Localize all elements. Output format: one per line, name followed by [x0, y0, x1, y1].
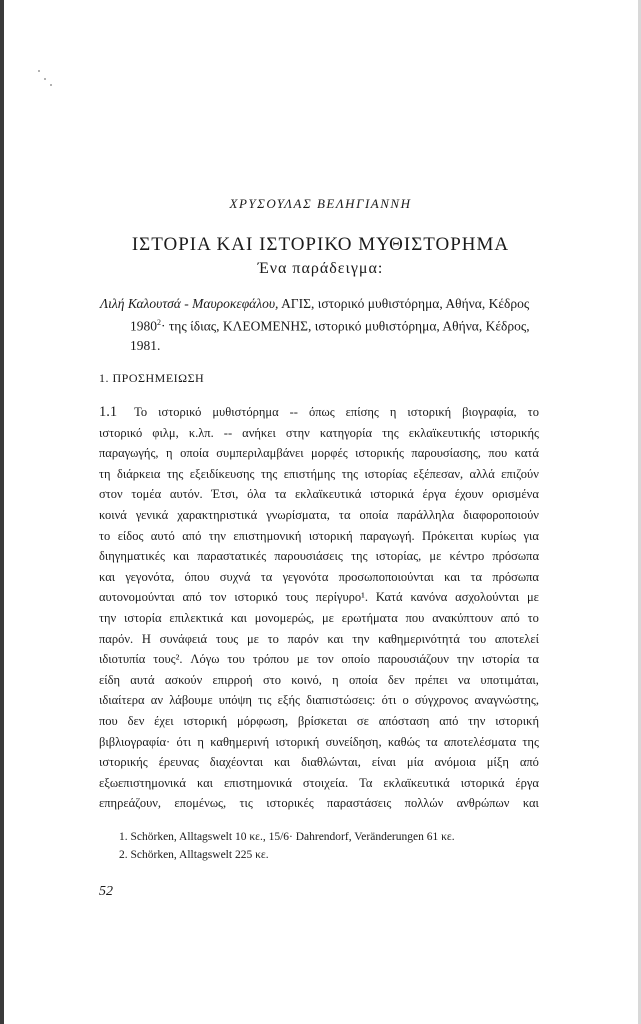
- paragraph-word: ιστορική: [407, 405, 452, 419]
- paragraph-word: που: [99, 713, 118, 728]
- paragraph-word: ιστορική: [275, 734, 320, 749]
- paragraph-word: λάβουμε: [169, 693, 213, 708]
- paragraph-line: [99, 752, 539, 773]
- paragraph-word: τους: [215, 631, 239, 646]
- paragraph-word: ανακύπτουν: [432, 610, 493, 625]
- paragraph-word: επιστήμης: [283, 466, 336, 481]
- paragraph-word: που: [488, 446, 508, 461]
- paragraph-word: τα: [426, 734, 438, 749]
- paragraph-word: Πρόκειται: [422, 528, 474, 543]
- paragraph-word: οποίο: [341, 652, 370, 667]
- paragraph-word: --: [289, 405, 298, 419]
- paragraph-word: κοινό,: [291, 672, 322, 687]
- paragraph-line: [99, 732, 539, 753]
- paragraph-word: υποτιμάται,: [480, 672, 539, 687]
- paragraph-word: ανόμοια: [434, 755, 476, 770]
- paragraph-word: πρόσωπα: [492, 549, 539, 564]
- paragraph-word: ανήκει: [242, 425, 276, 440]
- paragraph-word: διαπιστώσεις:: [306, 693, 376, 708]
- paragraph-word: αποτελεί: [494, 631, 539, 646]
- footnotes: [119, 828, 455, 864]
- paragraph-word: ιστορικές: [266, 796, 314, 811]
- paragraph-word: με: [296, 652, 309, 667]
- paragraph-word: με: [246, 631, 259, 646]
- paragraph-line: [99, 443, 539, 464]
- paragraph-word: για: [523, 528, 539, 543]
- paragraph-word: μόρφωση,: [237, 713, 289, 728]
- paragraph-word: ιστορίας: [364, 466, 408, 481]
- scan-speck: [44, 78, 46, 80]
- paragraph-word: είδη: [99, 672, 121, 687]
- paragraph-word: αναγνώστης,: [474, 693, 539, 708]
- paragraph-word: από: [182, 528, 202, 543]
- paragraph-word: Έτσι,: [211, 487, 239, 502]
- paragraph-word: εξής: [277, 693, 300, 708]
- paragraph-word: της: [341, 466, 359, 481]
- paragraph-word: του: [227, 652, 245, 667]
- paragraph-word: γνωρίσματα,: [266, 507, 330, 522]
- paragraph-word: διαφοροποιούν: [463, 507, 539, 522]
- paragraph-word: η: [166, 446, 173, 461]
- paragraph-word: οποία: [359, 507, 389, 522]
- paragraph-word: ασχολούνται: [455, 590, 520, 605]
- paragraph-word: επηρεάζουν,: [99, 796, 162, 811]
- paragraph-word: έχει: [154, 713, 174, 728]
- paragraph-word: συμπεριλαμβάνει: [216, 446, 304, 461]
- reference-line-3: 1981.: [130, 337, 161, 353]
- paragraph-word: ότι: [381, 693, 397, 708]
- paragraph-word: παρουσιάζουν: [377, 652, 449, 667]
- paragraph-word: ιστορικό: [234, 590, 278, 605]
- paragraph-word: τα: [527, 652, 539, 667]
- scan-speck: [50, 84, 52, 86]
- paragraph-word: δεν: [387, 672, 405, 687]
- paragraph-word: ιστορικά: [460, 775, 505, 790]
- paragraph-word: εκλαϊκευτικά: [383, 775, 450, 790]
- reference-text: · της ίδιας, ΚΛΕΟΜΕΝΗΣ, ιστορικό μυθιστόρημα, Αθήνα, Κέδρος,: [161, 318, 530, 334]
- paragraph-word: Η: [141, 631, 151, 646]
- paragraph-line: [99, 690, 539, 711]
- paragraph-word: αν: [150, 693, 163, 708]
- paragraph-word: απόσταση: [378, 713, 430, 728]
- paragraph-word: συνείδηση,: [325, 734, 382, 749]
- paragraph-word: παρόν.: [99, 631, 134, 646]
- paragraph-word: Τα: [359, 775, 373, 790]
- paragraph-word: τον: [316, 652, 334, 667]
- paragraph-word: ιστορική: [308, 528, 353, 543]
- paragraph-line: [99, 587, 539, 608]
- paragraph-word: την: [456, 652, 474, 667]
- paragraph-word: κυρίως: [480, 528, 517, 543]
- paragraph-word: επιλεκτικά: [169, 610, 224, 625]
- paragraph-word: της: [260, 466, 278, 481]
- reference-edition: 2: [157, 318, 161, 327]
- paragraph-word: ιστορικό: [158, 405, 202, 419]
- paragraph-word: η: [197, 734, 204, 749]
- paragraph-word: αυτονομούνται: [99, 590, 175, 605]
- paragraph-word: ασκούν: [164, 672, 203, 687]
- paragraph-word: από: [182, 590, 202, 605]
- body-paragraph: [99, 402, 539, 814]
- reference-line-1: [100, 294, 538, 313]
- book-reference: [100, 294, 538, 355]
- paragraph-word: επιστημονικά: [224, 775, 292, 790]
- paragraph-word: οποία: [180, 446, 209, 461]
- paragraph-word: εξωεπιστημονικά: [99, 775, 186, 790]
- paragraph-word: καθημερινότητά: [378, 631, 460, 646]
- paragraph-word: παραστάσεις: [327, 796, 392, 811]
- paragraph-word: τις: [258, 693, 272, 708]
- paragraph-word: εξέπεσαν,: [413, 466, 464, 481]
- paragraph-word: τα: [470, 569, 483, 584]
- paragraph-word: ανθρώπων: [456, 796, 510, 811]
- paragraph-word: είναι: [371, 755, 396, 770]
- paragraph-word: ιστορίας,: [375, 549, 422, 564]
- paragraph-word: γενικά: [135, 507, 169, 522]
- paragraph-line: [99, 464, 539, 485]
- paragraph-word: έργα: [515, 775, 539, 790]
- paragraph-word: βιβλιογραφία·: [99, 734, 171, 749]
- paragraph-word: το: [527, 610, 539, 625]
- paragraph-line: [99, 608, 539, 629]
- paragraph-word: βρίσκεται: [297, 713, 348, 728]
- paragraph-word: παρόν: [287, 631, 319, 646]
- paragraph-word: και: [274, 755, 291, 770]
- paragraph-word: συνάφειά: [159, 631, 208, 646]
- paragraph-word: επιστημονική: [233, 528, 302, 543]
- paragraph-line: [99, 526, 539, 547]
- paragraph-word: και: [99, 569, 116, 584]
- paragraph-word: διάρκεια: [116, 466, 161, 481]
- paragraph-word: τη: [99, 466, 111, 481]
- paragraph-word: ιδιαίτερα: [99, 693, 145, 708]
- paragraph-word: κέντρο: [449, 549, 485, 564]
- reference-text: ΑΓΙΣ, ιστορικό μυθιστόρημα, Αθήνα, Κέδρος: [281, 296, 530, 311]
- paragraph-word: παρουσιάσεις: [274, 549, 343, 564]
- paragraph-word: όπου: [184, 569, 210, 584]
- scan-speck: [38, 70, 40, 72]
- paragraph-word: γεγονότα: [282, 569, 329, 584]
- author-name: ΧΡΥΣΟΥΛΑΣ ΒΕΛΗΓΙΑΝΝΗ: [229, 196, 412, 211]
- paragraph-number: 1.1: [99, 404, 118, 420]
- paragraph-line: [99, 546, 539, 567]
- paragraph-word: πολλών: [404, 796, 444, 811]
- paragraph-word: της: [166, 466, 184, 481]
- paragraph-word: καθημερινή: [210, 734, 270, 749]
- paragraph-word: την: [468, 713, 486, 728]
- paragraph-word: και: [444, 569, 461, 584]
- paragraph-word: να: [457, 672, 471, 687]
- paragraph-word: αυτόν.: [169, 487, 203, 502]
- paragraph-word: του: [468, 631, 487, 646]
- paragraph-word: πρέπει: [414, 672, 448, 687]
- paragraph-word: και: [173, 549, 190, 564]
- paragraph-word: προσωποποιούνται: [338, 569, 434, 584]
- paragraph-word: κοινά: [99, 507, 127, 522]
- paragraph-word: ιστορικής: [355, 446, 404, 461]
- paragraph-word: όλα: [247, 487, 266, 502]
- footnote: 1. Schörken, Alltagswelt 10 κε., 15/6· Dahrendorf, Veränderungen 61 κε.: [119, 831, 455, 843]
- paragraph-word: αυτά: [130, 672, 155, 687]
- paragraph-word: οποία: [348, 672, 378, 687]
- paragraph-word: μονομερώς,: [254, 610, 315, 625]
- paragraph-word: πρόσωπα: [492, 569, 539, 584]
- paragraph-line: [99, 711, 539, 732]
- paragraph-word: η: [332, 672, 339, 687]
- paragraph-word: ότι: [176, 734, 192, 749]
- page-number: 52: [99, 884, 113, 899]
- paragraph-word: παρουσίασης,: [411, 446, 481, 461]
- paragraph-line: [99, 423, 539, 444]
- paragraph-word: με: [429, 549, 442, 564]
- paragraph-word: τα: [260, 569, 273, 584]
- paragraph-word: από: [439, 713, 459, 728]
- paragraph-word: παραγωγή.: [360, 528, 415, 543]
- paragraph-word: που: [405, 610, 425, 625]
- paragraph-line: [99, 567, 539, 588]
- paragraph-word: επιρροή: [212, 672, 253, 687]
- paragraph-word: από: [500, 610, 520, 625]
- paragraph-word: παραστατικές: [197, 549, 267, 564]
- paragraph-word: τα: [338, 507, 351, 522]
- paragraph-word: την: [208, 528, 226, 543]
- paragraph-word: σύγχρονος: [414, 693, 469, 708]
- paragraph-word: διαθλώνται,: [301, 755, 361, 770]
- paragraph-word: κατά: [514, 446, 539, 461]
- paragraph-word: επίσης: [345, 405, 379, 419]
- paragraph-word: τον: [209, 590, 227, 605]
- paragraph-word: φιλμ,: [152, 425, 179, 440]
- paragraph-word: κανόνα: [410, 590, 448, 605]
- paragraph-word: επιζούν: [501, 466, 539, 481]
- paragraph-word: της: [351, 549, 368, 564]
- footnote: 2. Schörken, Alltagswelt 225 κε.: [119, 849, 269, 861]
- paragraph-word: αυτό: [150, 528, 175, 543]
- paragraph-word: τις: [239, 796, 253, 811]
- paragraph-word: ιστορική: [495, 713, 539, 728]
- paragraph-word: Λόγω: [190, 652, 220, 667]
- article-subtitle: Ένα παράδειγμα:: [257, 260, 384, 277]
- paragraph-line: [99, 505, 539, 526]
- paragraph-word: έχουν: [454, 487, 484, 502]
- paragraph-word: τρόπου: [252, 652, 289, 667]
- scan-left-edge: [0, 0, 4, 1024]
- paragraph-word: σε: [356, 713, 369, 728]
- paragraph-word: περίγυρο¹.: [315, 590, 368, 605]
- reference-year: 1980: [130, 318, 157, 334]
- paragraph-word: τους².: [153, 652, 183, 667]
- paragraph-word: δεν: [127, 713, 145, 728]
- paragraph-word: της: [522, 734, 539, 749]
- paragraph-word: ορισμένα: [492, 487, 539, 502]
- paragraph-word: στην: [285, 425, 310, 440]
- paragraph-word: κατηγορία: [319, 425, 373, 440]
- paragraph-word: μία: [406, 755, 424, 770]
- paragraph-word: αλλά: [469, 466, 495, 481]
- paragraph-word: Το: [134, 405, 148, 419]
- paragraph-word: όπως: [308, 405, 335, 419]
- section-heading: 1. ΠΡΟΣΗΜΕΙΩΣΗ: [99, 371, 205, 385]
- paragraph-word: έρευνας: [158, 755, 199, 770]
- paragraph-word: την: [352, 631, 370, 646]
- paragraph-word: είδος: [117, 528, 144, 543]
- paragraph-word: κ.λπ.: [188, 425, 214, 440]
- paragraph-word: και: [327, 631, 344, 646]
- paragraph-word: ιστορικής: [99, 755, 148, 770]
- paragraph-word: παράλληλα: [397, 507, 455, 522]
- paragraph-word: της: [382, 425, 399, 440]
- paragraph-word: μυθιστόρημα: [212, 405, 279, 419]
- paragraph-word: διαχέονται: [209, 755, 264, 770]
- paragraph-word: διηγηματικές: [99, 549, 165, 564]
- paragraph-word: το: [527, 405, 539, 419]
- paragraph-word: το: [267, 631, 279, 646]
- paragraph-line: [99, 649, 539, 670]
- paragraph-line: [99, 670, 539, 691]
- paragraph-word: το: [99, 528, 111, 543]
- paragraph-word: συχνά: [219, 569, 251, 584]
- paragraph-word: ερωτήματα: [341, 610, 398, 625]
- paragraph-word: ιστορία: [124, 610, 162, 625]
- paragraph-word: γεγονότα,: [125, 569, 175, 584]
- paragraph-line: [99, 629, 539, 650]
- paragraph-word: ο: [402, 693, 409, 708]
- paragraph-word: αποτελέσματα: [443, 734, 517, 749]
- paragraph-word: με: [321, 610, 334, 625]
- paragraph-word: και: [230, 610, 247, 625]
- paragraph-word: εξειδίκευσης: [189, 466, 255, 481]
- reference-line-2: [100, 313, 538, 336]
- paragraph-word: ιστορική: [183, 713, 228, 728]
- paragraph-word: ιστορικό: [99, 425, 143, 440]
- paragraph-word: τομέα: [131, 487, 162, 502]
- paragraph-word: καθώς: [387, 734, 420, 749]
- paragraph-word: τους: [285, 590, 308, 605]
- paragraph-word: στοιχεία.: [302, 775, 349, 790]
- paragraph-word: στο: [262, 672, 281, 687]
- paragraph-line: [99, 793, 539, 814]
- paragraph-word: εκλαϊκευτικά: [294, 487, 362, 502]
- paragraph-word: ιδιοτυπία: [99, 652, 146, 667]
- paragraph-word: χαρακτηριστικά: [177, 507, 258, 522]
- paragraph-word: ιστορία: [481, 652, 520, 667]
- paragraph-word: την: [99, 610, 117, 625]
- paragraph-word: και: [196, 775, 214, 790]
- paragraph-word: παραγωγής,: [99, 446, 159, 461]
- paragraph-word: η: [389, 405, 397, 419]
- paragraph-word: στον: [99, 487, 123, 502]
- paragraph-word: μίξη: [486, 755, 509, 770]
- paragraph-word: Κατά: [375, 590, 403, 605]
- paragraph-word: επομένως,: [174, 796, 227, 811]
- paragraph-word: και: [522, 796, 539, 811]
- paragraph-word: βιογραφία,: [462, 405, 517, 419]
- paragraph-word: --: [223, 425, 233, 440]
- article-title: ΙΣΤΟΡΙΑ ΚΑΙ ΙΣΤΟΡΙΚΟ ΜΥΘΙΣΤΟΡΗΜΑ: [131, 234, 510, 255]
- reference-author: Λιλή Καλουτσά - Μαυροκεφάλου,: [100, 296, 279, 311]
- paragraph-word: με: [526, 590, 539, 605]
- paragraph-word: ιστορικής: [490, 425, 539, 440]
- paragraph-line: [99, 773, 539, 794]
- paragraph-word: ιστορικά: [370, 487, 414, 502]
- paragraph-word: εκλαϊκευτικής: [408, 425, 481, 440]
- paragraph-word: από: [519, 755, 539, 770]
- paragraph-line: [99, 484, 539, 505]
- paragraph-word: υπόψη: [218, 693, 252, 708]
- paragraph-word: τα: [274, 487, 287, 502]
- paragraph-line: [99, 402, 539, 423]
- paragraph-word: μορφές: [311, 446, 348, 461]
- paragraph-word: έργα: [422, 487, 447, 502]
